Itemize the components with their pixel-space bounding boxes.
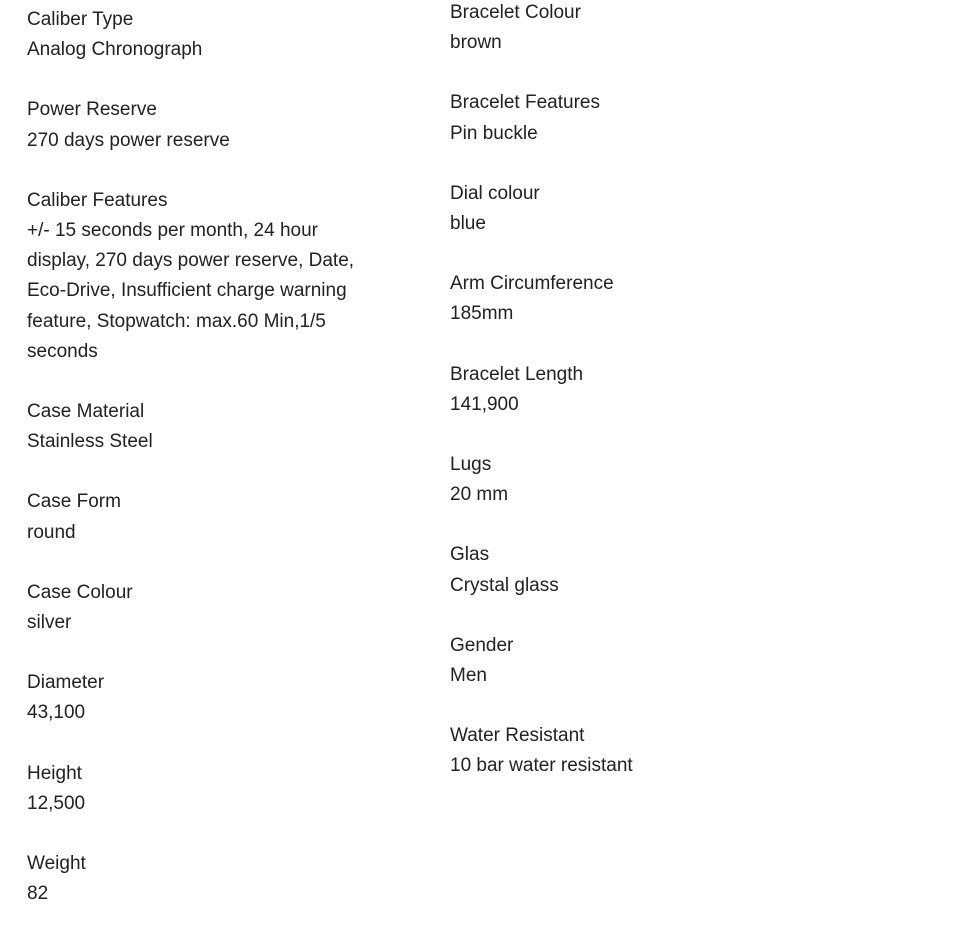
specs-left-column — [27, 5, 382, 939]
specs-right-column — [450, 0, 850, 812]
spec-label: Glas — [450, 544, 490, 566]
spec-label: Caliber Type — [27, 9, 134, 30]
spec-value: 43,100 — [27, 702, 86, 724]
spec-value: 82 — [27, 883, 49, 905]
spec-label: Bracelet Length — [450, 363, 584, 385]
spec-label: Bracelet Features — [450, 92, 600, 114]
spec-value: 12,500 — [27, 792, 86, 814]
spec-bracelet-length — [450, 360, 850, 420]
spec-label: Caliber Features — [27, 189, 168, 211]
spec-diameter — [27, 668, 382, 728]
spec-value: +/- 15 seconds per month, 24 hour display, 270 days power reserve, Date, Eco-Drive, Insufficient charge warning feature, Stopwatch: max.60 Min,1/5 seconds — [27, 220, 355, 362]
spec-bracelet-features — [450, 88, 850, 148]
spec-label: Water Resistant — [450, 725, 585, 747]
spec-label: Diameter — [27, 672, 105, 694]
spec-label: Dial colour — [450, 182, 540, 204]
spec-value: 141,900 — [450, 393, 519, 415]
spec-case-material — [27, 397, 382, 457]
spec-water-resistant — [450, 721, 850, 781]
spec-case-colour — [27, 578, 382, 638]
spec-weight — [27, 849, 382, 909]
spec-label: Case Material — [27, 401, 145, 423]
spec-glas — [450, 540, 850, 600]
spec-label: Height — [27, 762, 82, 784]
spec-lugs — [450, 450, 850, 510]
spec-value: round — [27, 521, 76, 543]
spec-gender — [450, 631, 850, 691]
spec-value: Pin buckle — [450, 122, 538, 144]
spec-label: Weight — [27, 853, 86, 875]
spec-value: brown — [450, 32, 502, 54]
spec-value: 10 bar water resistant — [450, 755, 633, 777]
spec-value: Stainless Steel — [27, 431, 153, 453]
spec-arm-circumference — [450, 269, 850, 329]
spec-label: Gender — [450, 634, 514, 656]
spec-caliber-type — [27, 5, 382, 65]
spec-value: 185mm — [450, 303, 514, 325]
spec-case-form — [27, 487, 382, 547]
spec-label: Power Reserve — [27, 99, 157, 121]
spec-label: Arm Circumference — [450, 273, 614, 295]
spec-label: Case Form — [27, 491, 121, 513]
spec-label: Lugs — [450, 454, 492, 476]
spec-value: Crystal glass — [450, 574, 559, 596]
spec-label: Bracelet Colour — [450, 2, 581, 23]
spec-value: 270 days power reserve — [27, 129, 230, 151]
spec-label: Case Colour — [27, 581, 133, 603]
spec-value: Men — [450, 665, 487, 687]
spec-power-reserve — [27, 95, 382, 155]
spec-caliber-features — [27, 186, 382, 367]
spec-bracelet-colour — [450, 0, 850, 58]
spec-height — [27, 759, 382, 819]
spec-dial-colour — [450, 179, 850, 239]
spec-value: blue — [450, 213, 486, 235]
spec-value: 20 mm — [450, 484, 509, 506]
spec-value: Analog Chronograph — [27, 39, 203, 61]
spec-value: silver — [27, 612, 72, 634]
